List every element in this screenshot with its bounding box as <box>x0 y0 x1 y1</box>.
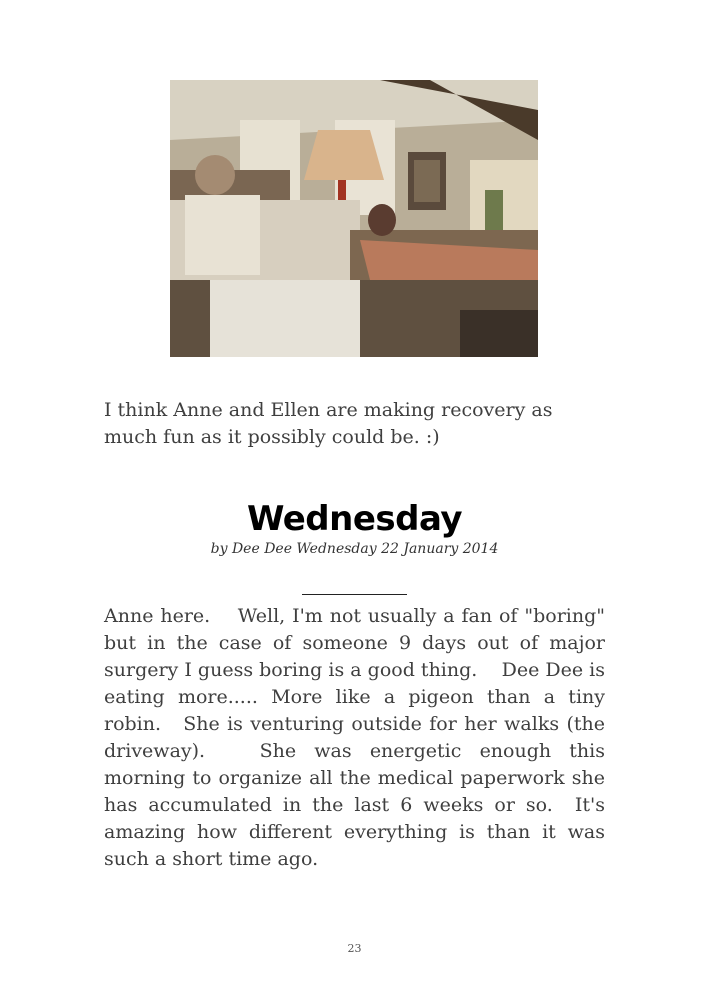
title-divider <box>302 594 407 595</box>
photo-image <box>170 80 538 357</box>
photo <box>170 80 538 357</box>
page-number: 23 <box>347 942 362 955</box>
post-title: Wednesday <box>246 499 463 539</box>
post-body: Anne here. Well, I'm not usually a fan of "boring" but in the case of someone 9 days out of major surgery I guess boring is a good thing. Dee Dee is eating more..... More like a pigeon than a tiny robin. She is venturing outside for her walks (the driveway). She was energetic enough this morning to organize all the medical paperwork she has accumulated in the last 6 weeks or so. It's amazing how different everything is than it was such a short time ago. <box>104 605 605 870</box>
post-byline: by Dee Dee Wednesday 22 January 2014 <box>210 541 499 557</box>
photo-caption: I think Anne and Ellen are making recovery as much fun as it possibly could be. :) <box>104 399 553 448</box>
